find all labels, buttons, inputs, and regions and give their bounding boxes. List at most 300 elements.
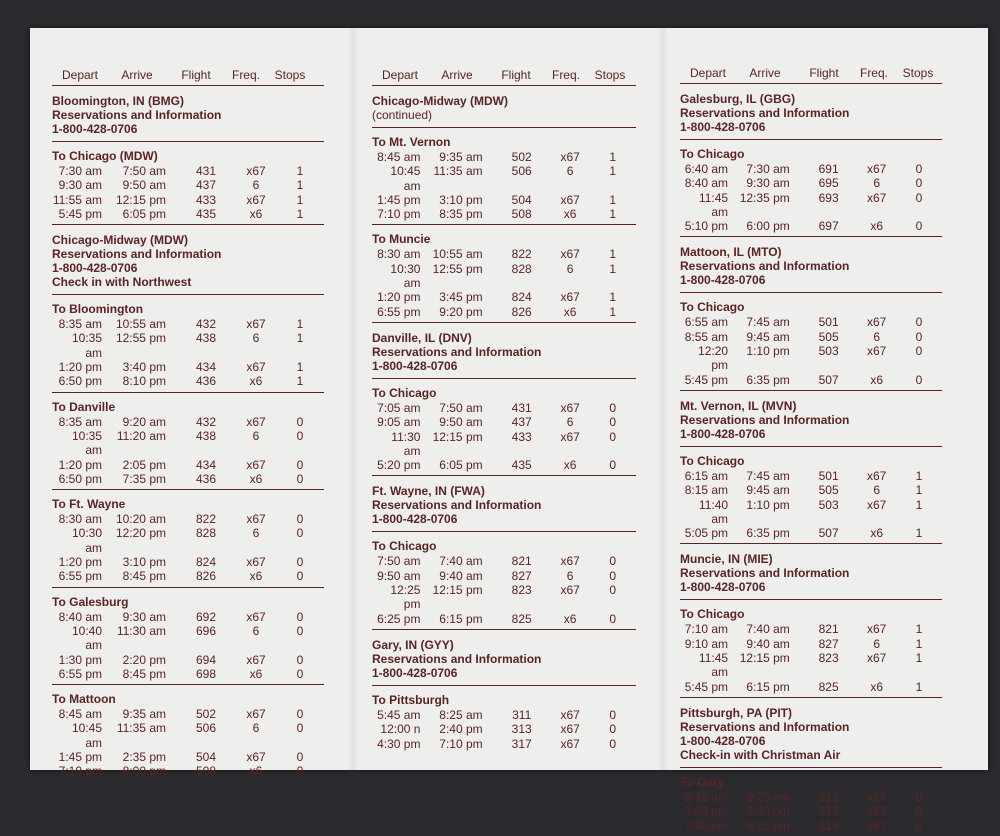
flight-row bbox=[52, 555, 324, 569]
route-section bbox=[680, 600, 942, 697]
route-destination: To Chicago (MDW) bbox=[52, 149, 158, 163]
stops: 1 bbox=[609, 164, 617, 179]
stops: 0 bbox=[296, 609, 304, 624]
station-info-line: Reservations and Information bbox=[372, 344, 542, 359]
depart-time: 8:15 am bbox=[684, 483, 729, 498]
station-info-line: 1-800-428-0706 bbox=[372, 358, 458, 373]
station-info-line: Reservations and Information bbox=[372, 498, 542, 513]
stops: 0 bbox=[609, 458, 617, 473]
flight-number: 825 bbox=[511, 611, 532, 626]
flight-row bbox=[52, 653, 324, 667]
flight-row bbox=[680, 651, 942, 680]
arrive-time: 7:50 am bbox=[122, 164, 166, 178]
depart-time: 6:50 pm bbox=[58, 374, 102, 389]
stops: 0 bbox=[915, 818, 923, 833]
arrive-time: 12:15 pm bbox=[115, 192, 166, 207]
frequency: x67 bbox=[560, 429, 580, 444]
station-info bbox=[680, 391, 942, 447]
flight-row bbox=[52, 429, 324, 458]
frequency: 6 bbox=[566, 164, 574, 179]
frequency: x67 bbox=[866, 804, 887, 819]
frequency: 6 bbox=[252, 428, 260, 443]
column-header-stops: Stops bbox=[902, 66, 934, 80]
route-section bbox=[680, 768, 942, 836]
flight-number: 697 bbox=[818, 219, 839, 234]
frequency: x6 bbox=[249, 206, 263, 221]
route-section bbox=[372, 128, 636, 225]
frequency: x67 bbox=[246, 192, 266, 207]
timetable-panel-left bbox=[52, 64, 324, 782]
stops: 0 bbox=[609, 429, 617, 444]
flight-number: 822 bbox=[195, 512, 217, 527]
stops: 1 bbox=[609, 304, 617, 319]
flight-row bbox=[52, 178, 324, 192]
frequency: x67 bbox=[866, 818, 887, 833]
flight-row bbox=[52, 721, 324, 750]
flight-number: 504 bbox=[195, 750, 217, 765]
depart-time: 11:40 am bbox=[698, 497, 729, 526]
frequency: 6 bbox=[252, 721, 260, 736]
flight-number: 693 bbox=[818, 190, 839, 205]
stops: 1 bbox=[609, 150, 617, 164]
stops: 0 bbox=[609, 707, 617, 722]
frequency: x67 bbox=[560, 247, 580, 262]
flight-number: 824 bbox=[511, 290, 532, 305]
depart-time: 5:10 pm bbox=[684, 219, 729, 234]
route-section bbox=[52, 490, 324, 587]
station-info-line: 1-800-428-0706 bbox=[372, 665, 458, 680]
frequency: 6 bbox=[252, 178, 260, 193]
station-name: Danville, IL (DNV) bbox=[372, 330, 472, 345]
flight-number: 436 bbox=[195, 471, 217, 486]
frequency: x6 bbox=[870, 219, 883, 234]
arrive-time: 3:40 pm bbox=[122, 360, 166, 375]
stops: 0 bbox=[915, 344, 923, 359]
arrive-time: 6:35 pm bbox=[746, 372, 790, 387]
flight-number: 692 bbox=[195, 609, 217, 624]
depart-time: 9:10 am bbox=[684, 636, 729, 651]
depart-time: 7:30 pm bbox=[684, 818, 729, 833]
frequency: x67 bbox=[560, 736, 580, 751]
stops: 0 bbox=[296, 569, 304, 584]
frequency: 6 bbox=[252, 526, 260, 541]
depart-time: 9:50 am bbox=[377, 568, 421, 583]
flight-row bbox=[52, 526, 324, 555]
arrive-time: 7:40 am bbox=[439, 554, 483, 569]
arrive-time: 12:15 pm bbox=[432, 429, 483, 444]
frequency: 6 bbox=[566, 261, 574, 276]
flight-number: 503 bbox=[818, 344, 839, 359]
arrive-time: 12:15 pm bbox=[432, 583, 483, 598]
route-destination: To Danville bbox=[52, 399, 116, 414]
depart-time: 5:20 pm bbox=[377, 458, 421, 473]
station-info-line: 1-800-428-0706 bbox=[372, 512, 458, 527]
frequency: x67 bbox=[866, 622, 887, 637]
flight-row bbox=[52, 458, 324, 472]
frequency: 6 bbox=[873, 636, 880, 651]
arrive-time: 7:40 am bbox=[746, 622, 790, 637]
frequency: x67 bbox=[246, 707, 266, 722]
flight-row bbox=[52, 207, 324, 221]
arrive-time: 8:35 pm bbox=[439, 207, 483, 222]
station-info-line: Reservations and Information bbox=[372, 651, 542, 666]
frequency: x67 bbox=[866, 651, 887, 666]
timetable-panel-right bbox=[680, 62, 942, 836]
flight-row bbox=[372, 430, 636, 459]
route-destination: To Chicago bbox=[372, 539, 437, 554]
depart-time: 7:10 am bbox=[684, 622, 729, 637]
depart-time: 9:05 am bbox=[377, 415, 421, 430]
flight-number: 828 bbox=[195, 526, 217, 541]
route-destination: To Muncie bbox=[372, 232, 431, 247]
frequency: x67 bbox=[560, 583, 580, 598]
frequency: 6 bbox=[873, 329, 880, 344]
flight-row bbox=[680, 176, 942, 190]
stops: 0 bbox=[609, 554, 617, 569]
depart-time: 1:45 pm bbox=[58, 750, 102, 765]
flight-number: 694 bbox=[195, 652, 217, 667]
frequency: 6 bbox=[566, 415, 574, 430]
stops: 0 bbox=[915, 162, 923, 176]
arrive-time: 9:50 am bbox=[122, 178, 166, 193]
route-destination: To Bloomington bbox=[52, 302, 144, 317]
station-info-line: Reservations and Information bbox=[52, 108, 222, 122]
flight-number: 508 bbox=[195, 764, 217, 779]
arrive-time: 12:55 pm bbox=[432, 261, 483, 276]
frequency: x67 bbox=[246, 512, 266, 527]
column-header-arrive: Arrive bbox=[441, 68, 473, 82]
flight-number: 505 bbox=[818, 329, 839, 344]
stops: 1 bbox=[915, 497, 923, 512]
station-info-line: 1-800-428-0706 bbox=[680, 733, 766, 748]
fold-line-left bbox=[348, 28, 358, 770]
depart-time: 5:45 pm bbox=[684, 372, 729, 387]
depart-time: 11:55 am bbox=[52, 192, 102, 207]
flight-row bbox=[372, 164, 636, 193]
flight-number: 827 bbox=[818, 636, 839, 651]
arrive-time: 9:20 pm bbox=[439, 304, 483, 319]
flight-number: 433 bbox=[511, 429, 532, 444]
column-header-flight: Flight bbox=[809, 66, 839, 80]
flight-number: 434 bbox=[195, 360, 217, 375]
stops: 0 bbox=[915, 190, 923, 205]
depart-time: 8:30 am bbox=[58, 512, 102, 527]
flight-row bbox=[680, 498, 942, 527]
frequency: x67 bbox=[866, 162, 887, 176]
stops: 0 bbox=[296, 471, 304, 486]
depart-time: 5:45 pm bbox=[58, 206, 102, 221]
frequency: x67 bbox=[246, 555, 266, 570]
flight-row bbox=[372, 415, 636, 429]
route-section bbox=[680, 447, 942, 544]
stops: 0 bbox=[296, 666, 304, 681]
stops: 1 bbox=[609, 290, 617, 305]
station-info-line: Reservations and Information bbox=[680, 412, 850, 427]
column-header-row bbox=[372, 64, 636, 86]
station-name: Gary, IN (GYY) bbox=[372, 637, 454, 652]
flight-row bbox=[372, 207, 636, 221]
arrive-time: 12:20 pm bbox=[115, 526, 166, 541]
flight-row bbox=[52, 415, 324, 429]
arrive-time: 9:40 am bbox=[439, 568, 483, 583]
frequency: x67 bbox=[560, 554, 580, 569]
column-header-flight: Flight bbox=[181, 68, 211, 82]
route-section bbox=[52, 685, 324, 781]
depart-time: 10:30 am bbox=[390, 261, 421, 291]
arrive-time: 6:15 pm bbox=[746, 679, 790, 694]
frequency: x67 bbox=[560, 707, 580, 722]
stops: 0 bbox=[296, 457, 304, 472]
flight-number: 431 bbox=[195, 164, 217, 178]
frequency: x6 bbox=[249, 471, 263, 486]
depart-time: 10:45 am bbox=[390, 164, 421, 193]
depart-time: 9:30 am bbox=[58, 178, 102, 193]
stops: 0 bbox=[609, 400, 617, 415]
arrive-time: 9:45 am bbox=[746, 329, 790, 344]
frequency: x6 bbox=[249, 666, 263, 681]
flight-number: 311 bbox=[512, 707, 532, 722]
stops: 0 bbox=[296, 707, 304, 722]
stops: 1 bbox=[609, 247, 617, 262]
flight-number: 501 bbox=[818, 468, 839, 483]
flight-number: 696 bbox=[195, 623, 217, 638]
flight-number: 824 bbox=[195, 555, 217, 570]
frequency: 6 bbox=[873, 483, 880, 498]
flight-row bbox=[680, 804, 942, 818]
flight-number: 823 bbox=[511, 583, 532, 598]
column-header-freq: Freq. bbox=[231, 68, 260, 82]
flight-number: 825 bbox=[818, 679, 839, 694]
flight-row bbox=[52, 624, 324, 653]
column-header-freq: Freq. bbox=[551, 68, 580, 82]
frequency: x67 bbox=[560, 400, 580, 415]
frequency: x6 bbox=[249, 374, 263, 389]
column-header-stops: Stops bbox=[594, 68, 626, 82]
arrive-time: 3:45 pm bbox=[439, 290, 483, 305]
arrive-time: 8:10 pm bbox=[122, 374, 166, 389]
column-header-row bbox=[680, 62, 942, 84]
depart-time: 8:40 am bbox=[58, 609, 102, 624]
arrive-time: 8:25 am bbox=[439, 707, 483, 722]
flight-number: 437 bbox=[195, 178, 217, 193]
flight-row bbox=[680, 680, 942, 694]
depart-time: 1:45 pm bbox=[377, 192, 421, 207]
arrive-time: 9:35 am bbox=[122, 707, 166, 722]
flight-number: 821 bbox=[511, 554, 532, 569]
flight-number: 507 bbox=[818, 526, 839, 541]
depart-time: 8:55 am bbox=[684, 329, 729, 344]
flight-number: 432 bbox=[195, 317, 217, 332]
stops: 1 bbox=[296, 192, 304, 207]
flight-number: 437 bbox=[511, 415, 532, 430]
frequency: x67 bbox=[246, 609, 266, 624]
depart-time: 10:40 am bbox=[71, 623, 102, 653]
arrive-time: 3:40 pm bbox=[746, 804, 790, 819]
frequency: x67 bbox=[560, 150, 580, 164]
arrive-time: 10:55 am bbox=[432, 247, 483, 262]
flight-row bbox=[680, 330, 942, 344]
depart-time: 6:55 pm bbox=[377, 304, 421, 319]
flight-row bbox=[680, 483, 942, 497]
route-section bbox=[372, 532, 636, 629]
depart-time: 6:15 am bbox=[684, 468, 729, 483]
arrive-time: 3:10 pm bbox=[439, 192, 483, 207]
stops: 1 bbox=[609, 207, 617, 222]
arrive-time: 7:45 am bbox=[746, 315, 790, 330]
column-header-arrive: Arrive bbox=[749, 66, 781, 80]
depart-time: 7:05 am bbox=[377, 400, 421, 415]
frequency: x6 bbox=[870, 372, 883, 387]
arrive-time: 9:35 am bbox=[439, 150, 483, 164]
route-section bbox=[52, 393, 324, 490]
column-header-arrive: Arrive bbox=[121, 68, 153, 82]
arrive-time: 6:00 pm bbox=[746, 219, 790, 234]
flight-number: 438 bbox=[195, 428, 217, 443]
frequency: x67 bbox=[866, 497, 887, 512]
timetable-panel-middle bbox=[372, 64, 636, 754]
stops: 0 bbox=[296, 428, 304, 443]
flight-row bbox=[372, 150, 636, 164]
station-name: Bloomington, IN (BMG) bbox=[52, 94, 184, 108]
depart-time: 1:20 pm bbox=[377, 290, 421, 305]
flight-row bbox=[52, 317, 324, 331]
station-info-line: Check in with Northwest bbox=[52, 275, 192, 290]
arrive-time: 7:45 am bbox=[746, 468, 790, 483]
arrive-time: 7:30 am bbox=[746, 162, 790, 176]
stops: 0 bbox=[915, 219, 923, 234]
frequency: x6 bbox=[870, 679, 883, 694]
depart-time: 12:25 pm bbox=[390, 583, 421, 612]
arrive-time: 7:10 pm bbox=[439, 736, 483, 751]
arrive-time: 1:10 pm bbox=[746, 497, 790, 512]
stops: 1 bbox=[609, 261, 617, 276]
depart-time: 8:45 am bbox=[58, 707, 102, 722]
route-destination: To Chicago bbox=[372, 385, 437, 400]
flight-row bbox=[372, 554, 636, 568]
flight-row bbox=[52, 750, 324, 764]
flight-number: 312 bbox=[818, 789, 839, 804]
station-info-line: Reservations and Information bbox=[52, 247, 222, 262]
stops: 0 bbox=[915, 789, 923, 804]
frequency: x6 bbox=[563, 611, 577, 626]
flight-row bbox=[372, 262, 636, 291]
flight-row bbox=[680, 219, 942, 233]
stops: 0 bbox=[296, 414, 304, 429]
flight-number: 438 bbox=[195, 331, 217, 346]
station-info bbox=[372, 86, 636, 128]
stops: 0 bbox=[296, 623, 304, 638]
station-info bbox=[52, 225, 324, 295]
stops: 1 bbox=[609, 192, 617, 207]
stops: 0 bbox=[609, 722, 617, 737]
frequency: 6 bbox=[252, 623, 260, 638]
column-header-depart: Depart bbox=[61, 68, 99, 82]
flight-number: 507 bbox=[818, 372, 839, 387]
route-destination: To Mt. Vernon bbox=[372, 135, 451, 149]
flight-row bbox=[680, 315, 942, 329]
depart-time: 6:40 am bbox=[684, 162, 729, 176]
flight-row bbox=[372, 569, 636, 583]
arrive-time: 9:30 am bbox=[746, 176, 790, 191]
stops: 0 bbox=[296, 721, 304, 736]
depart-time: 10:30 am bbox=[71, 526, 102, 555]
flight-number: 435 bbox=[511, 458, 532, 473]
station-info-line: (continued) bbox=[372, 108, 433, 122]
flight-row bbox=[680, 469, 942, 483]
column-header-depart: Depart bbox=[689, 66, 727, 80]
station-info-line: 1-800-428-0706 bbox=[680, 426, 766, 441]
frequency: x6 bbox=[563, 304, 577, 319]
frequency: x67 bbox=[246, 414, 266, 429]
frequency: 6 bbox=[566, 568, 574, 583]
route-section bbox=[372, 225, 636, 322]
stops: 0 bbox=[296, 555, 304, 570]
depart-time: 7:30 am bbox=[58, 164, 102, 178]
depart-time: 10:45 am bbox=[71, 721, 102, 750]
route-destination: To Mattoon bbox=[52, 692, 116, 707]
arrive-time: 12:35 pm bbox=[739, 190, 790, 205]
route-destination: To Chicago bbox=[680, 453, 745, 468]
station-info bbox=[680, 544, 942, 600]
flight-row bbox=[52, 764, 324, 778]
frequency: x67 bbox=[560, 192, 580, 207]
arrive-time: 2:20 pm bbox=[122, 652, 166, 667]
station-info-line: 1-800-428-0706 bbox=[680, 273, 766, 288]
arrive-time: 1:10 pm bbox=[746, 344, 790, 359]
flight-row bbox=[372, 247, 636, 261]
flight-number: 828 bbox=[511, 261, 532, 276]
flight-row bbox=[52, 610, 324, 624]
depart-time: 10:35 am bbox=[71, 331, 102, 360]
depart-time: 8:45 am bbox=[684, 789, 729, 804]
depart-time: 8:45 am bbox=[377, 150, 421, 164]
flight-row bbox=[680, 622, 942, 636]
route-section bbox=[52, 588, 324, 685]
flight-number: 506 bbox=[195, 721, 217, 736]
flight-number: 501 bbox=[818, 315, 839, 330]
stops: 1 bbox=[915, 679, 923, 694]
stops: 1 bbox=[915, 468, 923, 483]
station-info-line: Check-in with Christman Air bbox=[680, 747, 841, 762]
flight-row bbox=[52, 569, 324, 583]
stops: 0 bbox=[609, 611, 617, 626]
depart-time: 8:35 am bbox=[58, 317, 102, 332]
station-info-line: Reservations and Information bbox=[680, 566, 850, 581]
flight-row bbox=[52, 472, 324, 486]
frequency: 6 bbox=[252, 331, 260, 346]
flight-row bbox=[680, 191, 942, 220]
station-name: Pittsburgh, PA (PIT) bbox=[680, 705, 792, 720]
station-info-line: 1-800-428-0706 bbox=[52, 122, 138, 136]
flight-number: 822 bbox=[511, 247, 532, 262]
arrive-time: 8:45 pm bbox=[122, 666, 166, 681]
frequency: x67 bbox=[246, 457, 266, 472]
stops: 0 bbox=[915, 315, 923, 330]
depart-time: 6:55 am bbox=[684, 315, 729, 330]
stops: 1 bbox=[296, 178, 304, 193]
frequency: x67 bbox=[246, 652, 266, 667]
arrive-time: 9:20 am bbox=[122, 414, 166, 429]
arrive-time: 12:55 pm bbox=[115, 331, 166, 346]
frequency: x6 bbox=[870, 526, 883, 541]
column-header-freq: Freq. bbox=[859, 66, 888, 80]
route-destination: To Ft. Wayne bbox=[52, 497, 126, 512]
station-info-line: 1-800-428-0706 bbox=[680, 580, 766, 595]
stops: 0 bbox=[609, 415, 617, 430]
stops: 1 bbox=[296, 164, 304, 178]
arrive-time: 9:40 am bbox=[746, 636, 790, 651]
stops: 1 bbox=[296, 206, 304, 221]
